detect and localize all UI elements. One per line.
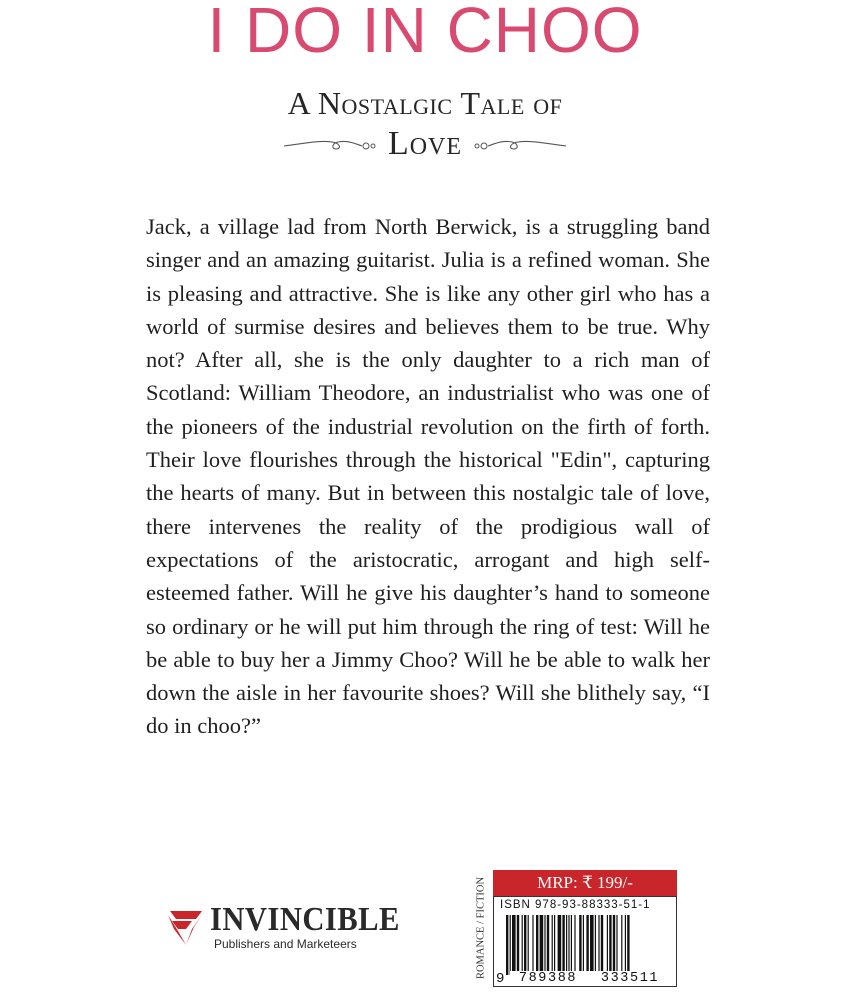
barcode-bar <box>621 915 622 971</box>
publisher-tagline: Publishers and Marketeers <box>214 937 357 951</box>
publisher-name: INVINCIBLE <box>210 901 400 938</box>
barcode-bar <box>532 915 533 971</box>
barcode-bar <box>595 915 596 971</box>
barcode-bar <box>566 915 567 975</box>
barcode-bar <box>562 915 564 971</box>
barcode-bar <box>627 915 629 975</box>
barcode-bar <box>586 915 588 971</box>
barcode-bar <box>625 915 626 975</box>
barcode-bar <box>558 915 562 971</box>
left-flourish-ornament <box>282 134 378 154</box>
price-badge: MRP: ₹ 199/- <box>493 870 677 896</box>
barcode-bar <box>547 915 549 971</box>
book-title: I DO IN CHOO <box>207 0 643 66</box>
barcode-bar <box>574 915 575 971</box>
barcode-bar <box>506 915 508 975</box>
barcode-bar <box>601 915 603 971</box>
genre-text: ROMANCE / FICTION <box>475 876 487 980</box>
genre-label <box>474 868 488 988</box>
barcode-bar <box>583 915 584 971</box>
barcode-bar <box>613 915 615 971</box>
barcode-bar <box>510 915 511 975</box>
barcode-right-digits: 333511 <box>591 971 669 986</box>
subtitle-line-2: Love <box>387 125 463 162</box>
right-flourish-ornament <box>472 134 568 154</box>
barcode-bar <box>517 915 519 971</box>
barcode-bar <box>552 915 553 971</box>
barcode-bar <box>590 915 594 971</box>
subtitle-row <box>0 124 850 164</box>
barcode-bar <box>609 915 611 971</box>
barcode-bar <box>571 915 572 971</box>
barcode-panel <box>493 896 677 987</box>
barcode-bar <box>607 915 608 971</box>
back-cover-blurb: Jack, a village lad from North Berwick, is a struggling band singer and an amazing guitarist. Julia is a refined woman. She is pleasing and attractive. She is like any other girl who has a world of surmise desires and believes them to be true. Why not? After all, she is the only daughter to a rich man of Scotland: William Theodore, an industrialist who was one of the pioneers of the industrial revolution on the firth of forth. Their love flourishes through the historical "Edin", capturing the hearts of many. But in between this nostalgic tale of love, there intervenes the reality of the prodigious wall of expectations of the aristocratic, arrogant and high self-esteemed father. Will he give his daughter’s hand to someone so ordinary or he will put him through the ring of test: Will he be able to buy her a Jimmy Choo? Will he be able to walk her down the aisle in her favourite shoes? Will she blithely say, “I do in choo?” <box>146 214 710 739</box>
barcode-bar <box>540 915 544 971</box>
barcode-left-digits: 789388 <box>510 971 586 986</box>
barcode-bar <box>528 915 529 971</box>
barcode-digits <box>496 971 674 987</box>
barcode-bar <box>554 915 555 971</box>
barcode-bar <box>524 915 526 971</box>
barcode-bar <box>616 915 617 971</box>
invincible-logo-icon <box>166 905 206 947</box>
isbn-text: ISBN 978-93-88333-51-1 <box>500 899 651 911</box>
barcode-bar <box>568 915 569 975</box>
subtitle-line-1: A Nostalgic Tale of <box>287 85 563 121</box>
barcode-bar <box>579 915 581 971</box>
barcode <box>496 915 674 975</box>
barcode-first-digit: 9 <box>496 971 505 987</box>
publisher-logo <box>166 903 416 953</box>
barcode-bar <box>536 915 538 971</box>
barcode-bar <box>598 915 599 971</box>
barcode-bar <box>522 915 523 971</box>
barcode-bar <box>512 915 516 971</box>
barcode-bar <box>544 915 545 971</box>
